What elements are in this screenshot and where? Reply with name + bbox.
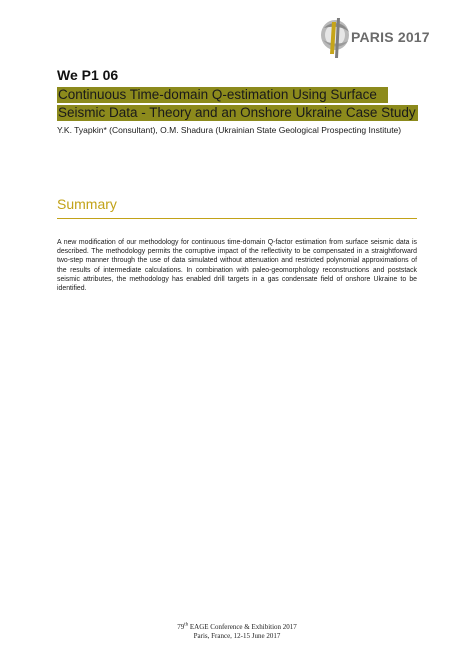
authors: Y.K. Tyapkin* (Consultant), O.M. Shadura (Ukrainian State Geological Prospecting Institute) [57, 125, 402, 135]
conference-logo [318, 14, 438, 60]
paper-code: We P1 06 [57, 67, 119, 83]
summary-divider [57, 218, 417, 219]
logo-text: PARIS 2017 [351, 29, 430, 45]
summary-text: A new modification of our methodology for continuous time-domain Q-factor estimation from surface seismic data is described. The methodology permits the corruptive impact of the reflectivity to be compensated in a straightforward two-step manner through the use of data simulated without attenuation and restricted polynomial approximations of the results of intermediate calculations. In combination with paleo-geomorphology reconstructions and poststack seismic attributes, the methodology has enabled drill targets in a gas condensate field of onshore Ukraine to be identified. [57, 239, 417, 293]
title-line-1: Continuous Time-domain Q-estimation Using Surface [57, 87, 388, 103]
paper-title [57, 87, 417, 121]
footer-conference-name: EAGE Conference & Exhibition 2017 [188, 623, 297, 631]
title-line-2: Seismic Data - Theory and an Onshore Ukraine Case Study [57, 105, 418, 121]
footer-ordinal-suffix: th [184, 622, 189, 628]
footer-conference [0, 623, 474, 632]
summary-heading: Summary [57, 196, 117, 212]
footer-location: Paris, France, 12-15 June 2017 [193, 632, 281, 640]
footer-ordinal-number: 79 [177, 623, 185, 631]
